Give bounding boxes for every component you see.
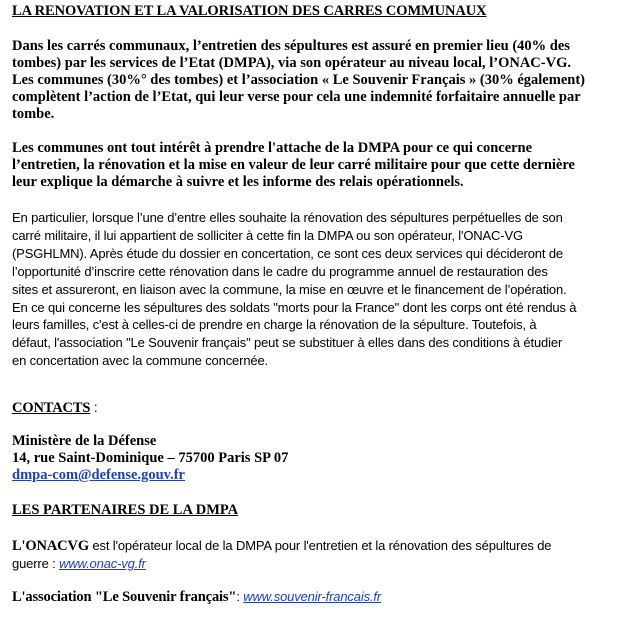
contact-block	[12, 433, 635, 484]
partner-sf-name: L'association "Le Souvenir français"	[12, 589, 237, 605]
text-line: Les communes ont tout intérêt à prendre l'attache de la DMPA pour ce qui concerne	[12, 140, 533, 156]
text-line: En ce qui concerne les sépultures des soldats "morts pour la France" dont les corps ont été rendus à	[12, 299, 577, 315]
partner-souvenir-francais	[12, 588, 635, 607]
text-line: carré militaire, il lui appartient de solliciter à cette fin la DMPA ou son opérateur, l'ONAC-VG	[12, 227, 523, 243]
text-line: Les communes (30%° des tombes) et l’association « Le Souvenir Français » (30% également)	[12, 72, 585, 88]
partner-sf-colon: :	[236, 589, 244, 604]
paragraph-maintenance-shares	[12, 38, 635, 123]
text-line: Dans les carrés communaux, l’entretien des sépultures est assuré en premier lieu (40% des	[12, 38, 570, 54]
text-line: leur explique la démarche à suivre et les informe des relais opérationnels.	[12, 174, 464, 190]
text-line: tombe.	[12, 106, 55, 122]
text-line: défaut, l'association "Le Souvenir français" peut se substituer à elles dans des conditions à étudier	[12, 335, 563, 351]
text-line: en concertation avec la commune concernée.	[12, 353, 269, 369]
partner-onacvg	[12, 537, 635, 573]
souvenir-francais-website-link[interactable]: www.souvenir-francais.fr	[243, 589, 382, 604]
paragraph-communes-interest	[12, 140, 635, 191]
contacts-label: CONTACTS	[12, 400, 91, 416]
text-line: l’entretien, la rénovation et la mise en valeur de leur carré militaire pour que cette dernière	[12, 157, 575, 173]
partners-heading: LES PARTENAIRES DE LA DMPA	[12, 502, 239, 518]
partner-onacvg-text-cont: guerre :	[12, 556, 60, 571]
partner-onacvg-text: est l'opérateur local de la DMPA pour l'entretien et la rénovation des sépultures de	[88, 538, 552, 553]
contact-organization: Ministère de la Défense	[12, 433, 157, 449]
text-line: tombes) par les services de l’Etat (DMPA), via son opérateur au niveau local, l’ONAC-VG.	[12, 55, 571, 71]
text-line: l’opportunité d’inscrire cette rénovation dans le cadre du programme annuel de restauration des	[12, 263, 548, 279]
text-line: complètent l’action de l’Etat, qui leur verse pour cela une indemnité forfaitaire annuelle par	[12, 89, 581, 105]
contacts-heading	[12, 399, 635, 418]
contacts-label-suffix: :	[90, 400, 98, 415]
paragraph-renovation-details	[12, 209, 635, 370]
page-title: LA RENOVATION ET LA VALORISATION DES CARRES COMMUNAUX	[12, 3, 487, 19]
contact-address: 14, rue Saint-Dominique – 75700 Paris SP 07	[12, 450, 289, 466]
onacvg-website-link[interactable]: www.onac-vg.fr	[59, 556, 146, 571]
text-line: leurs familles, c'est à celles-ci de prendre en charge la rénovation de la sépulture. Toutefois, à	[12, 317, 537, 333]
partner-onacvg-name: L'ONACVG	[12, 538, 89, 554]
text-line: sites et assureront, en liaison avec la commune, la mise en œuvre et le financement de l’opération.	[12, 281, 567, 297]
text-line: En particulier, lorsque l’une d’entre elles souhaite la rénovation des sépultures perpétuelles de son	[12, 210, 563, 225]
text-line: (PSGHLMN). Après étude du dossier en concertation, ce sont ces deux services qui décideront de	[12, 245, 563, 261]
contact-email-link[interactable]: dmpa-com@defense.gouv.fr	[12, 467, 185, 483]
